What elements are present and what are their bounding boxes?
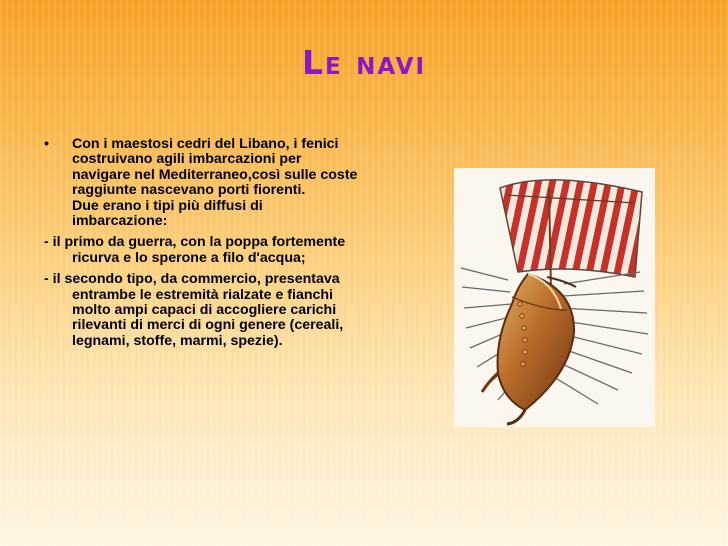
- bullet-item: [44, 137, 362, 229]
- ship-icon: [454, 168, 655, 427]
- bullet-paragraph-2: Due erano i tipi più diffusi di imbarcazione:: [72, 197, 263, 230]
- phoenician-ship-illustration: [454, 168, 655, 427]
- list-item-war-ship: - il primo da guerra, con la poppa fortemente ricurva e lo sperone a filo d'acqua;: [44, 234, 346, 266]
- slide-title: Le navi: [301, 43, 427, 82]
- bullet-text: [72, 137, 362, 229]
- bullet-icon: •: [44, 136, 49, 152]
- slide-content: [44, 137, 362, 355]
- list-item-merchant-ship: - il secondo tipo, da commercio, presentava entrambe le estremità rialzate e fianchi molto ampi capaci di accogliere carichi rilevanti di merci di ogni genere (cereali, legnami, stoffe, marmi, spezie).: [44, 271, 344, 349]
- bullet-paragraph-1: Con i maestosi cedri del Libano, i fenici costruivano agili imbarcazioni per navigare nel Mediterraneo,così sulle coste raggiunte nascevano porti fiorenti.: [72, 136, 358, 199]
